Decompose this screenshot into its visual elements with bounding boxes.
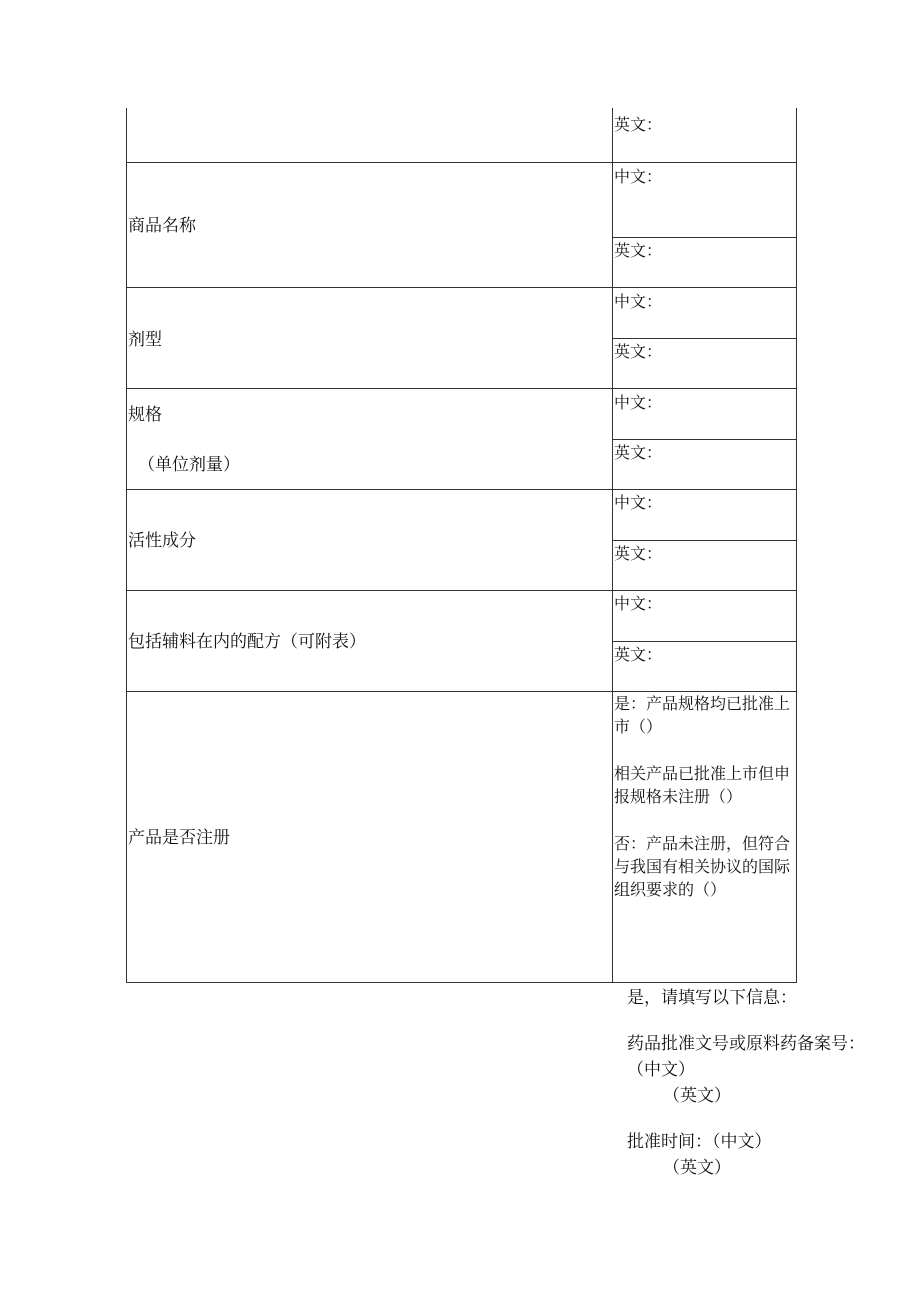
option-approved[interactable]: 是：产品规格均已批准上市（） [614, 694, 791, 736]
subrow-line [612, 237, 797, 238]
brand-name-en-field[interactable]: 英文： [614, 241, 663, 260]
followup-block [627, 985, 867, 1201]
brand-name-cn-field[interactable]: 中文： [614, 167, 663, 186]
followup-intro: 是，请填写以下信息： [627, 988, 797, 1008]
registration-options [614, 692, 790, 925]
formula-label: 包括辅料在内的配方（可附表） [128, 632, 366, 652]
formula-en-field[interactable]: 英文： [614, 645, 663, 664]
option-not-registered[interactable]: 否：产品未注册，但符合与我国有相关协议的国际组织要求的（） [614, 834, 791, 899]
approval-date-en[interactable]: （英文） [663, 1158, 731, 1178]
active-ingredient-en-field[interactable]: 英文： [614, 544, 663, 563]
table-right-border [796, 108, 797, 983]
subrow-line [612, 641, 797, 642]
strength-cn-field[interactable]: 中文： [614, 393, 663, 412]
strength-en-field[interactable]: 英文： [614, 443, 663, 462]
subrow-line [612, 338, 797, 339]
row-line [126, 388, 797, 389]
registration-status-label: 产品是否注册 [128, 828, 230, 848]
approval-number-cn[interactable]: 药品批准文号或原料药备案号：（中文） [627, 1034, 865, 1080]
approval-number-en[interactable]: （英文） [663, 1086, 731, 1106]
strength-note: （单位剂量） [138, 455, 240, 475]
dosage-form-cn-field[interactable]: 中文： [614, 292, 663, 311]
dosage-form-en-field[interactable]: 英文： [614, 342, 663, 361]
en-label: 英文： [614, 115, 663, 134]
formula-cn-field[interactable]: 中文： [614, 594, 663, 613]
approval-date-cn[interactable]: 批准时间：（中文） [627, 1132, 772, 1152]
strength-label: 规格 [128, 405, 162, 425]
active-ingredient-cn-field[interactable]: 中文： [614, 493, 663, 512]
row-line [126, 162, 797, 163]
subrow-line [612, 540, 797, 541]
option-related-approved[interactable]: 相关产品已批准上市但申报规格未注册（） [614, 764, 791, 806]
table-divider [612, 108, 613, 983]
table-left-border [126, 108, 127, 983]
row-line [126, 590, 797, 591]
row-line [126, 287, 797, 288]
subrow-line [612, 439, 797, 440]
brand-name-label: 商品名称 [128, 216, 196, 236]
table-bottom-border [126, 982, 797, 983]
active-ingredient-label: 活性成分 [128, 531, 196, 551]
row-line [126, 489, 797, 490]
dosage-form-label: 剂型 [128, 330, 162, 350]
